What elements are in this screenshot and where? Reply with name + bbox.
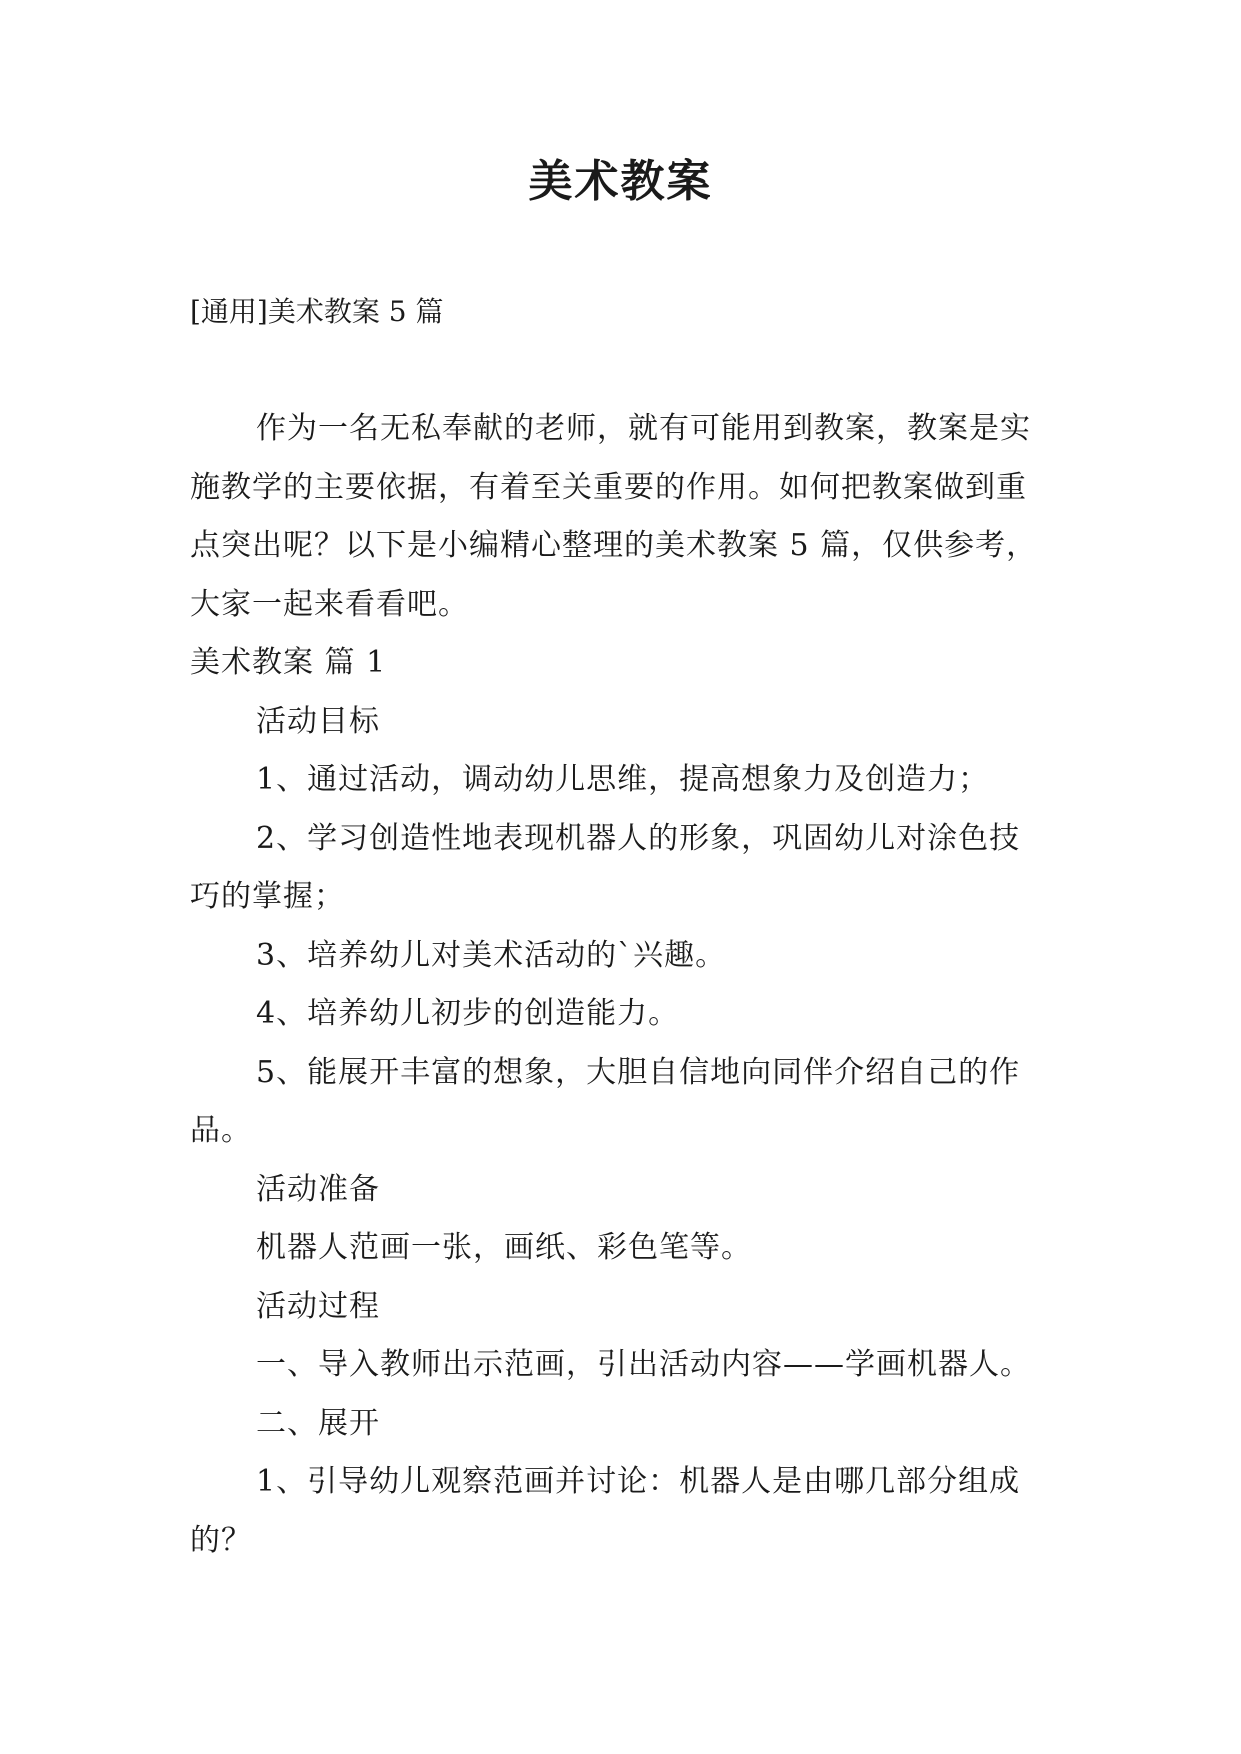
section-heading: 美术教案 篇 1 — [190, 645, 387, 680]
heading-activity-process: 活动过程 — [256, 1288, 380, 1324]
goal-item-2: 2、学习创造性地表现机器人的形象，巩固幼儿对涂色技巧的掌握； — [190, 820, 1021, 914]
heading-activity-goals: 活动目标 — [256, 703, 380, 739]
heading-activity-preparation: 活动准备 — [256, 1171, 380, 1207]
process-step-expand: 二、展开 — [256, 1405, 380, 1441]
goal-item-3: 3、培养幼儿对美术活动的`兴趣。 — [256, 937, 727, 973]
intro-paragraph: 作为一名无私奉献的老师，就有可能用到教案，教案是实施教学的主要依据，有着至关重要的作用。如何把教案做到重点突出呢？以下是小编精心整理的美术教案 5 篇，仅供参考，大家一起来看看吧。 — [190, 411, 1038, 622]
document-title: 美术教案 — [528, 156, 713, 207]
process-step-intro: 一、导入教师出示范画，引出活动内容——学画机器人。 — [256, 1347, 1031, 1382]
goal-item-5: 5、能展开丰富的想象，大胆自信地向同伴介绍自己的作品。 — [190, 1054, 1021, 1148]
goal-item-1: 1、通过活动，调动幼儿思维，提高想象力及创造力； — [256, 762, 990, 797]
document-body — [190, 400, 1048, 1570]
goal-item-4: 4、培养幼儿初步的创造能力。 — [256, 996, 680, 1031]
preparation-text: 机器人范画一张，画纸、彩色笔等。 — [256, 1230, 752, 1265]
document-subtitle: [通用]美术教案 5 篇 — [190, 295, 444, 328]
process-step-1: 1、引导幼儿观察范画并讨论：机器人是由哪几部分组成的？ — [190, 1464, 1021, 1558]
